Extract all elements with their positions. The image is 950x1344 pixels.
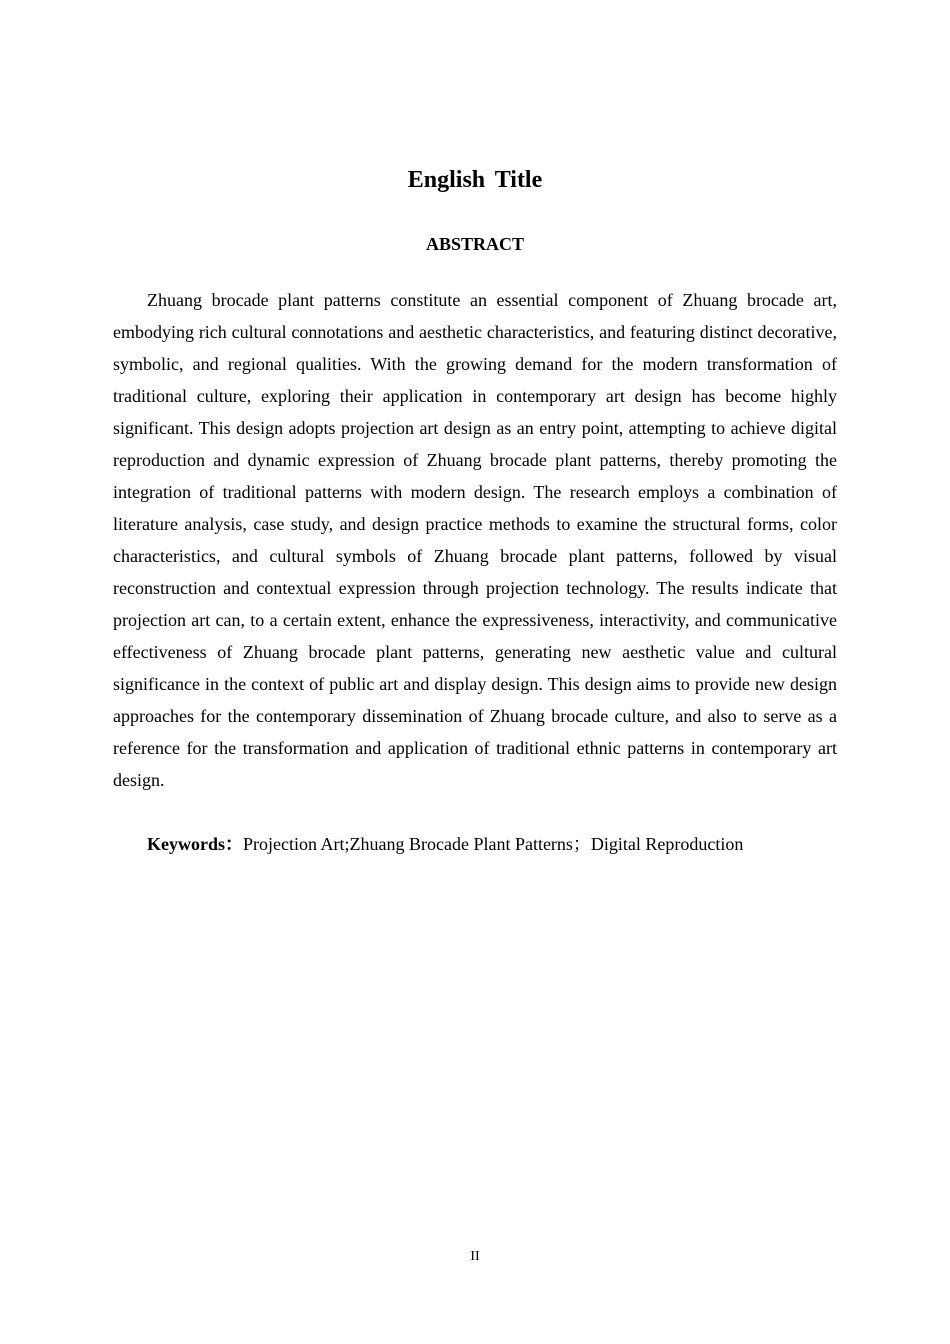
- abstract-body: Zhuang brocade plant patterns constitute an essential component of Zhuang brocade art, embodying rich cultural connotations and aesthetic characteristics, and featuring distinct decorative, symbolic, and regional qualities. With the growing demand for the modern transformation of traditional culture, exploring their application in contemporary art design has become highly significant. This design adopts projection art design as an entry point, attempting to achieve digital reproduction and dynamic expression of Zhuang brocade plant patterns, thereby promoting the integration of traditional patterns with modern design. The research employs a combination of literature analysis, case study, and design practice methods to examine the structural forms, color characteristics, and cultural symbols of Zhuang brocade plant patterns, followed by visual reconstruction and contextual expression through projection technology. The results indicate that projection art can, to a certain extent, enhance the expressiveness, interactivity, and communicative effectiveness of Zhuang brocade plant patterns, generating new aesthetic value and cultural significance in the context of public art and display design. This design aims to provide new design approaches for the contemporary dissemination of Zhuang brocade culture, and also to serve as a reference for the transformation and application of traditional ethnic patterns in contemporary art design.: [113, 290, 837, 790]
- page-number: II: [470, 1249, 480, 1264]
- keywords-line: [147, 828, 837, 860]
- document-title: English Title: [407, 167, 543, 193]
- abstract-heading: ABSTRACT: [425, 234, 525, 254]
- keywords-value: Projection Art;Zhuang Brocade Plant Patterns；Digital Reproduction: [243, 834, 744, 854]
- keywords-label: Keywords：: [147, 834, 243, 854]
